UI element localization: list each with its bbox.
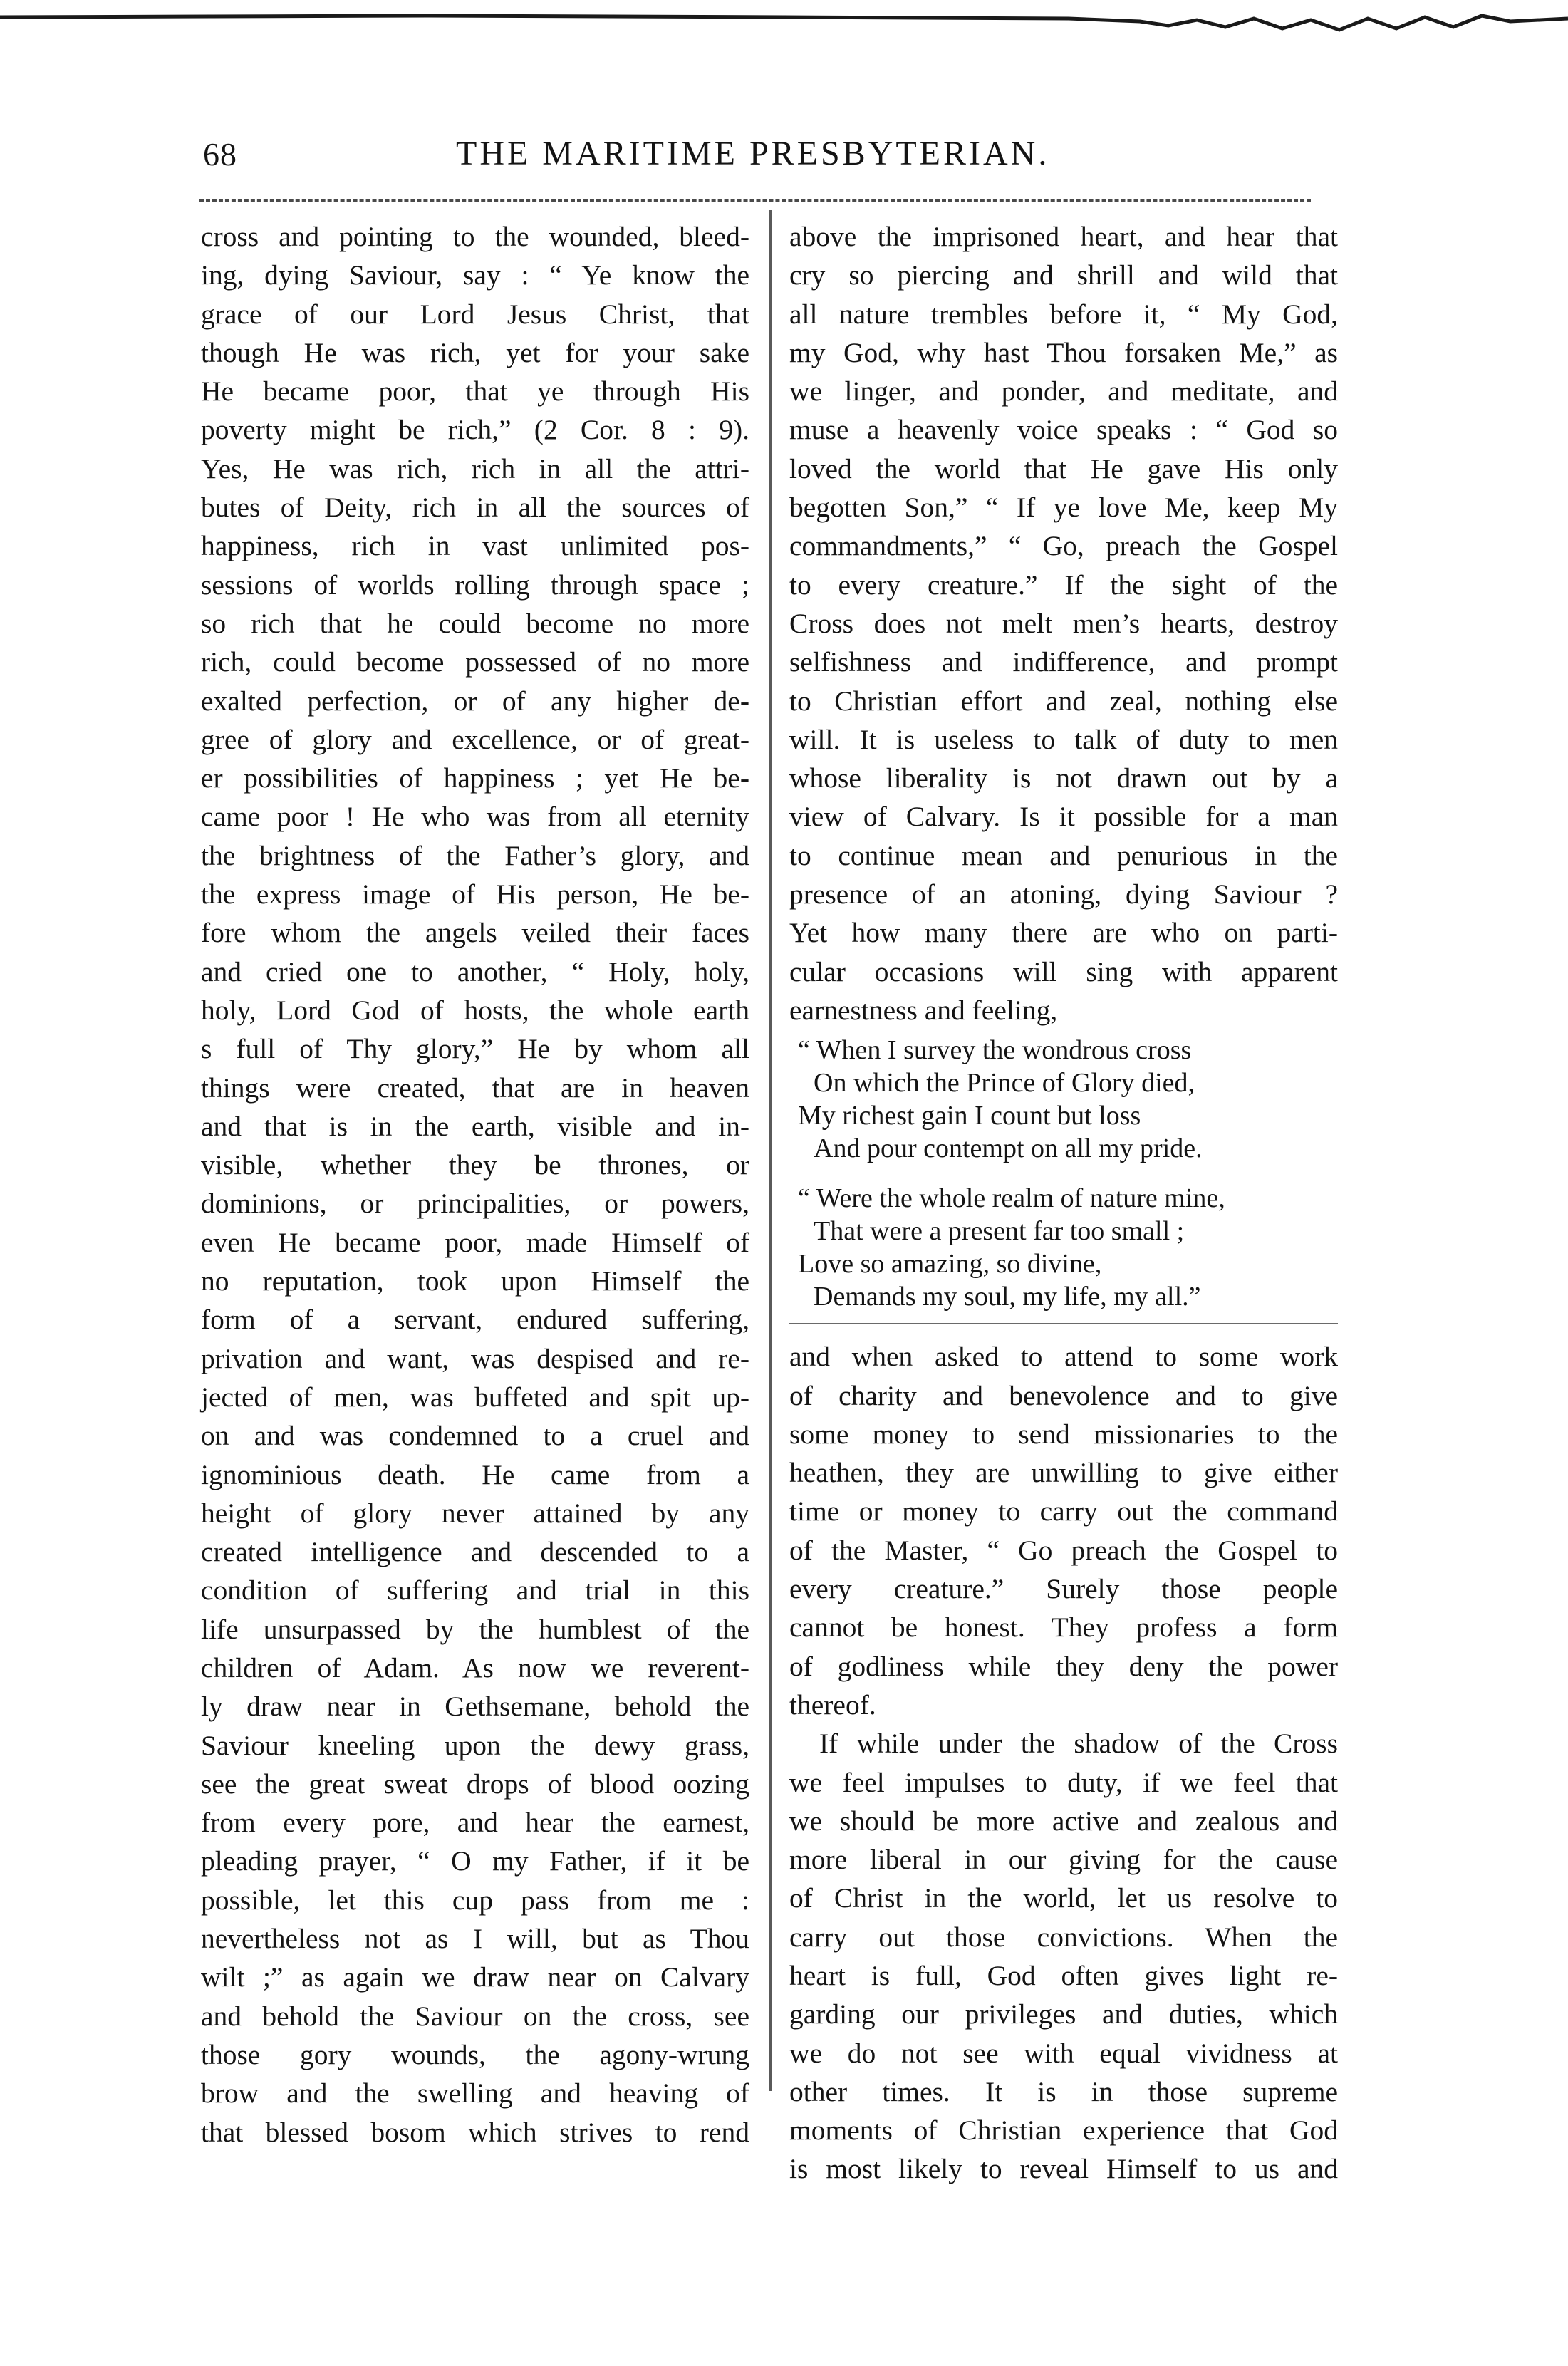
text-line: form of a servant, endured suffering, — [201, 1304, 749, 1336]
text-line: er possibilities of happiness ; yet He be- — [201, 762, 749, 794]
text-line: commandments,” “ Go, preach the Gospel — [789, 530, 1338, 562]
hymn-line: Love so amazing, so divine, — [798, 1249, 1102, 1280]
text-line: children of Adam. As now we reverent- — [201, 1651, 749, 1683]
text-line: nevertheless not as I will, but as Thou — [201, 1923, 749, 1955]
text-line: cross and pointing to the wounded, bleed- — [201, 221, 749, 252]
text-line: to Christian effort and zeal, nothing else — [789, 685, 1338, 717]
text-line: muse a heavenly voice speaks : “ God so — [789, 414, 1338, 446]
text-line: loved the world that He gave His only — [789, 452, 1338, 484]
hymn-line: That were a present far too small ; — [814, 1216, 1185, 1247]
hymn-line: “ Were the whole realm of nature mine, — [798, 1183, 1225, 1214]
text-line: He became poor, that ye through His — [201, 375, 749, 408]
text-line: heart is full, God often gives light re- — [789, 1959, 1338, 1991]
text-line: exalted perfection, or of any higher de- — [201, 685, 749, 717]
text-line: and when asked to attend to some work — [789, 1341, 1338, 1373]
text-line: though He was rich, yet for your sake — [201, 336, 749, 368]
text-line: created intelligence and descended to a — [201, 1536, 749, 1568]
text-line: even He became poor, made Himself of — [201, 1226, 749, 1258]
text-line: every creature.” Surely those people — [789, 1573, 1338, 1605]
text-line: is most likely to reveal Himself to us and — [789, 2153, 1338, 2185]
left-column — [201, 217, 749, 2152]
text-line: carry out those convictions. When the — [789, 1921, 1338, 1953]
text-line: possible, let this cup pass from me : — [201, 1884, 749, 1916]
text-line: privation and want, was despised and re- — [201, 1342, 749, 1374]
text-line: above the imprisoned heart, and hear that — [789, 221, 1338, 252]
text-line: thereof. — [789, 1688, 876, 1721]
text-line: to continue mean and penurious in the — [789, 839, 1338, 871]
text-line: of Christ in the world, let us resolve to — [789, 1882, 1338, 1914]
text-line: on and was condemned to a cruel and — [201, 1420, 749, 1452]
text-line: and behold the Saviour on the cross, see — [201, 2000, 749, 2032]
hymn-stanza — [789, 1034, 1338, 1165]
text-line: to every creature.” If the sight of the — [789, 569, 1338, 601]
text-line: of charity and benevolence and to give — [789, 1379, 1338, 1411]
running-title: THE MARITIME PRESBYTERIAN. — [456, 135, 1050, 172]
text-line: height of glory never attained by any — [201, 1497, 749, 1529]
text-line: the express image of His person, He be- — [201, 878, 749, 910]
text-line: no reputation, took upon Himself the — [201, 1265, 749, 1297]
text-line: we do not see with equal vividness at — [789, 2037, 1338, 2069]
text-line: the brightness of the Father’s glory, and — [201, 839, 749, 871]
text-line: brow and the swelling and heaving of — [201, 2077, 749, 2110]
text-line: so rich that he could become no more — [201, 607, 749, 639]
text-line: will. It is useless to talk of duty to men — [789, 723, 1338, 755]
column-divider — [769, 210, 772, 2091]
text-line: garding our privileges and duties, which — [789, 1998, 1338, 2030]
text-line: Yes, He was rich, rich in all the attri- — [201, 452, 749, 484]
text-line: poverty might be rich,” (2 Cor. 8 : 9). — [201, 414, 749, 446]
text-line: dominions, or principalities, or powers, — [201, 1188, 749, 1220]
text-line: holy, Lord God of hosts, the whole earth — [201, 994, 749, 1026]
text-line: some money to send missionaries to the — [789, 1418, 1338, 1450]
text-line: came poor ! He who was from all eternity — [201, 801, 749, 833]
text-line: grace of our Lord Jesus Christ, that — [201, 298, 749, 330]
text-line: those gory wounds, the agony-wrung — [201, 2038, 749, 2070]
header-rule — [199, 199, 1311, 202]
text-line: heathen, they are unwilling to give either — [789, 1457, 1338, 1489]
text-line: earnestness and feeling, — [789, 994, 1058, 1026]
text-line: we linger, and ponder, and meditate, and — [789, 375, 1338, 408]
text-line: rich, could become possessed of no more — [201, 646, 749, 678]
text-line: Yet how many there are who on parti- — [789, 917, 1338, 949]
hymn-quotation — [789, 1034, 1338, 1313]
right-column — [789, 217, 1338, 2189]
text-line: and that is in the earth, visible and in- — [201, 1110, 749, 1142]
text-line: cry so piercing and shrill and wild that — [789, 259, 1338, 291]
text-line: presence of an atoning, dying Saviour ? — [789, 878, 1338, 910]
text-line: other times. It is in those supreme — [789, 2075, 1338, 2107]
section-rule — [789, 1323, 1338, 1324]
text-line: we should be more active and zealous and — [789, 1805, 1338, 1837]
text-line: ing, dying Saviour, say : “ Ye know the — [201, 259, 749, 291]
text-line: wilt ;” as again we draw near on Calvary — [201, 1961, 749, 1993]
hymn-line: My richest gain I count but loss — [798, 1101, 1141, 1131]
text-line: cular occasions will sing with apparent — [789, 955, 1338, 987]
text-line: Saviour kneeling upon the dewy grass, — [201, 1729, 749, 1761]
text-line: ly draw near in Gethsemane, behold the — [201, 1691, 749, 1723]
text-line: time or money to carry out the command — [789, 1495, 1338, 1527]
text-line: of the Master, “ Go preach the Gospel to — [789, 1534, 1338, 1566]
text-line: things were created, that are in heaven — [201, 1072, 749, 1104]
text-line: condition of suffering and trial in this — [201, 1574, 749, 1607]
text-line: that blessed bosom which strives to rend — [201, 2116, 749, 2148]
text-line: moments of Christian experience that God — [789, 2115, 1338, 2147]
hymn-line: And pour contempt on all my pride. — [814, 1133, 1203, 1164]
text-line: we feel impulses to duty, if we feel that — [789, 1766, 1338, 1798]
text-line: happiness, rich in vast unlimited pos- — [201, 530, 749, 562]
top-border-rule — [0, 0, 1568, 43]
text-line: whose liberality is not drawn out by a — [789, 762, 1338, 794]
text-line: Cross does not melt men’s hearts, destroy — [789, 607, 1338, 639]
text-line: If while under the shadow of the Cross — [819, 1728, 1338, 1760]
text-line: pleading prayer, “ O my Father, if it be — [201, 1845, 749, 1877]
text-line: butes of Deity, rich in all the sources of — [201, 492, 749, 524]
text-line: cannot be honest. They profess a form — [789, 1612, 1338, 1644]
hymn-stanza — [789, 1182, 1338, 1313]
text-line: s full of Thy glory,” He by whom all — [201, 1033, 749, 1065]
hymn-line: “ When I survey the wondrous cross — [798, 1035, 1192, 1066]
text-line: of godliness while they deny the power — [789, 1650, 1338, 1682]
text-line: gree of glory and excellence, or of great- — [201, 723, 749, 755]
text-line: fore whom the angels veiled their faces — [201, 917, 749, 949]
text-line: jected of men, was buffeted and spit up- — [201, 1381, 749, 1413]
text-line: from every pore, and hear the earnest, — [201, 1807, 749, 1839]
hymn-line: Demands my soul, my life, my all.” — [814, 1282, 1201, 1312]
text-line: more liberal in our giving for the cause — [789, 1844, 1338, 1876]
text-line: sessions of worlds rolling through space ; — [201, 569, 749, 601]
text-line: begotten Son,” “ If ye love Me, keep My — [789, 492, 1338, 524]
text-line: my God, why hast Thou forsaken Me,” as — [789, 336, 1338, 368]
text-line: ignominious death. He came from a — [201, 1458, 749, 1490]
text-line: view of Calvary. Is it possible for a man — [789, 801, 1338, 833]
text-line: life unsurpassed by the humblest of the — [201, 1613, 749, 1645]
text-line: visible, whether they be thrones, or — [201, 1149, 749, 1181]
text-line: selfishness and indifference, and prompt — [789, 646, 1338, 678]
page-number: 68 — [203, 136, 237, 172]
hymn-line: On which the Prince of Glory died, — [814, 1068, 1195, 1099]
text-line: and cried one to another, “ Holy, holy, — [201, 955, 749, 987]
text-line: all nature trembles before it, “ My God, — [789, 298, 1338, 330]
text-line: see the great sweat drops of blood oozing — [201, 1768, 749, 1800]
